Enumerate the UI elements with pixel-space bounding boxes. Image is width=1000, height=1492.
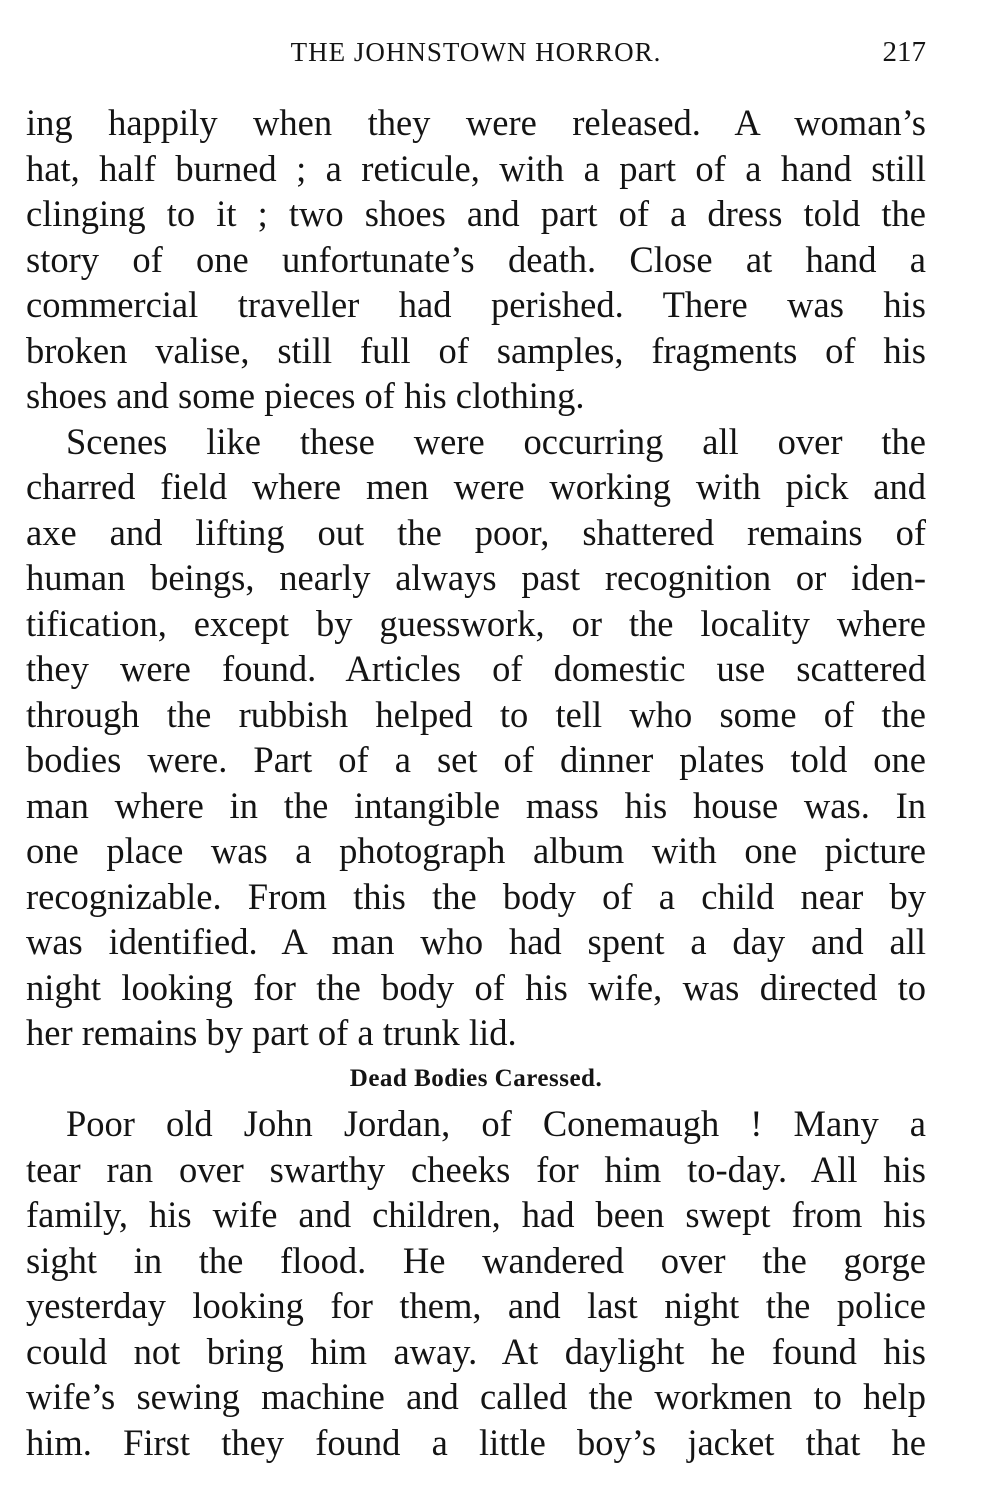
text-line: bodies were. Part of a set of dinner plates told one — [26, 739, 926, 780]
text-line: charred field where men were working with pick and — [26, 466, 926, 507]
paragraph-1 — [26, 100, 926, 419]
running-header — [26, 30, 926, 74]
body-text — [26, 100, 926, 1465]
text-line: sight in the flood. He wandered over the gorge — [26, 1239, 926, 1281]
text-line: hat, half burned ; a reticule, with a part of a hand still — [26, 147, 926, 189]
text-line: axe and lifting out the poor, shattered remains of — [26, 511, 926, 553]
text-line: ing happily when they were released. A woman’s — [26, 102, 926, 143]
text-line: Poor old John Jordan, of Conemaugh ! Many a — [66, 1103, 926, 1144]
text-line: could not bring him away. At daylight he found his — [26, 1330, 926, 1372]
text-line: human beings, nearly always past recognition or iden- — [26, 557, 926, 598]
text-line: night looking for the body of his wife, was directed to — [26, 966, 926, 1008]
text-line: clinging to it ; two shoes and part of a dress told the — [26, 193, 926, 234]
text-line: through the rubbish helped to tell who some of the — [26, 693, 926, 735]
text-line: her remains by part of a trunk lid. — [26, 1012, 517, 1053]
text-line: story of one unfortunate’s death. Close at hand a — [26, 238, 926, 280]
running-title: THE JOHNSTOWN HORROR. — [290, 37, 662, 67]
text-line: they were found. Articles of domestic use scattered — [26, 648, 926, 689]
text-line: Scenes like these were occurring all over the — [66, 420, 926, 462]
paragraph-3 — [26, 1101, 926, 1465]
text-line: broken valise, still full of samples, fragments of his — [26, 329, 926, 371]
text-line: was identified. A man who had spent a day and all — [26, 921, 926, 962]
paragraph-2 — [26, 419, 926, 1056]
text-line: wife’s sewing machine and called the workmen to help — [26, 1376, 926, 1417]
page-number: 217 — [882, 36, 926, 68]
text-line: tification, except by guesswork, or the locality where — [26, 602, 926, 644]
text-line: him. First they found a little boy’s jacket that he — [26, 1421, 926, 1463]
section-heading: Dead Bodies Caressed. — [349, 1064, 603, 1092]
text-line: man where in the intangible mass his house was. In — [26, 784, 926, 826]
text-line: commercial traveller had perished. There was his — [26, 284, 926, 325]
text-line: one place was a photograph album with one picture — [26, 830, 926, 871]
text-line: recognizable. From this the body of a child near by — [26, 875, 926, 917]
text-line: tear ran over swarthy cheeks for him to-day. All his — [26, 1148, 926, 1190]
text-line: shoes and some pieces of his clothing. — [26, 375, 585, 416]
text-line: yesterday looking for them, and last night the police — [26, 1285, 926, 1326]
text-line: family, his wife and children, had been swept from his — [26, 1194, 926, 1235]
